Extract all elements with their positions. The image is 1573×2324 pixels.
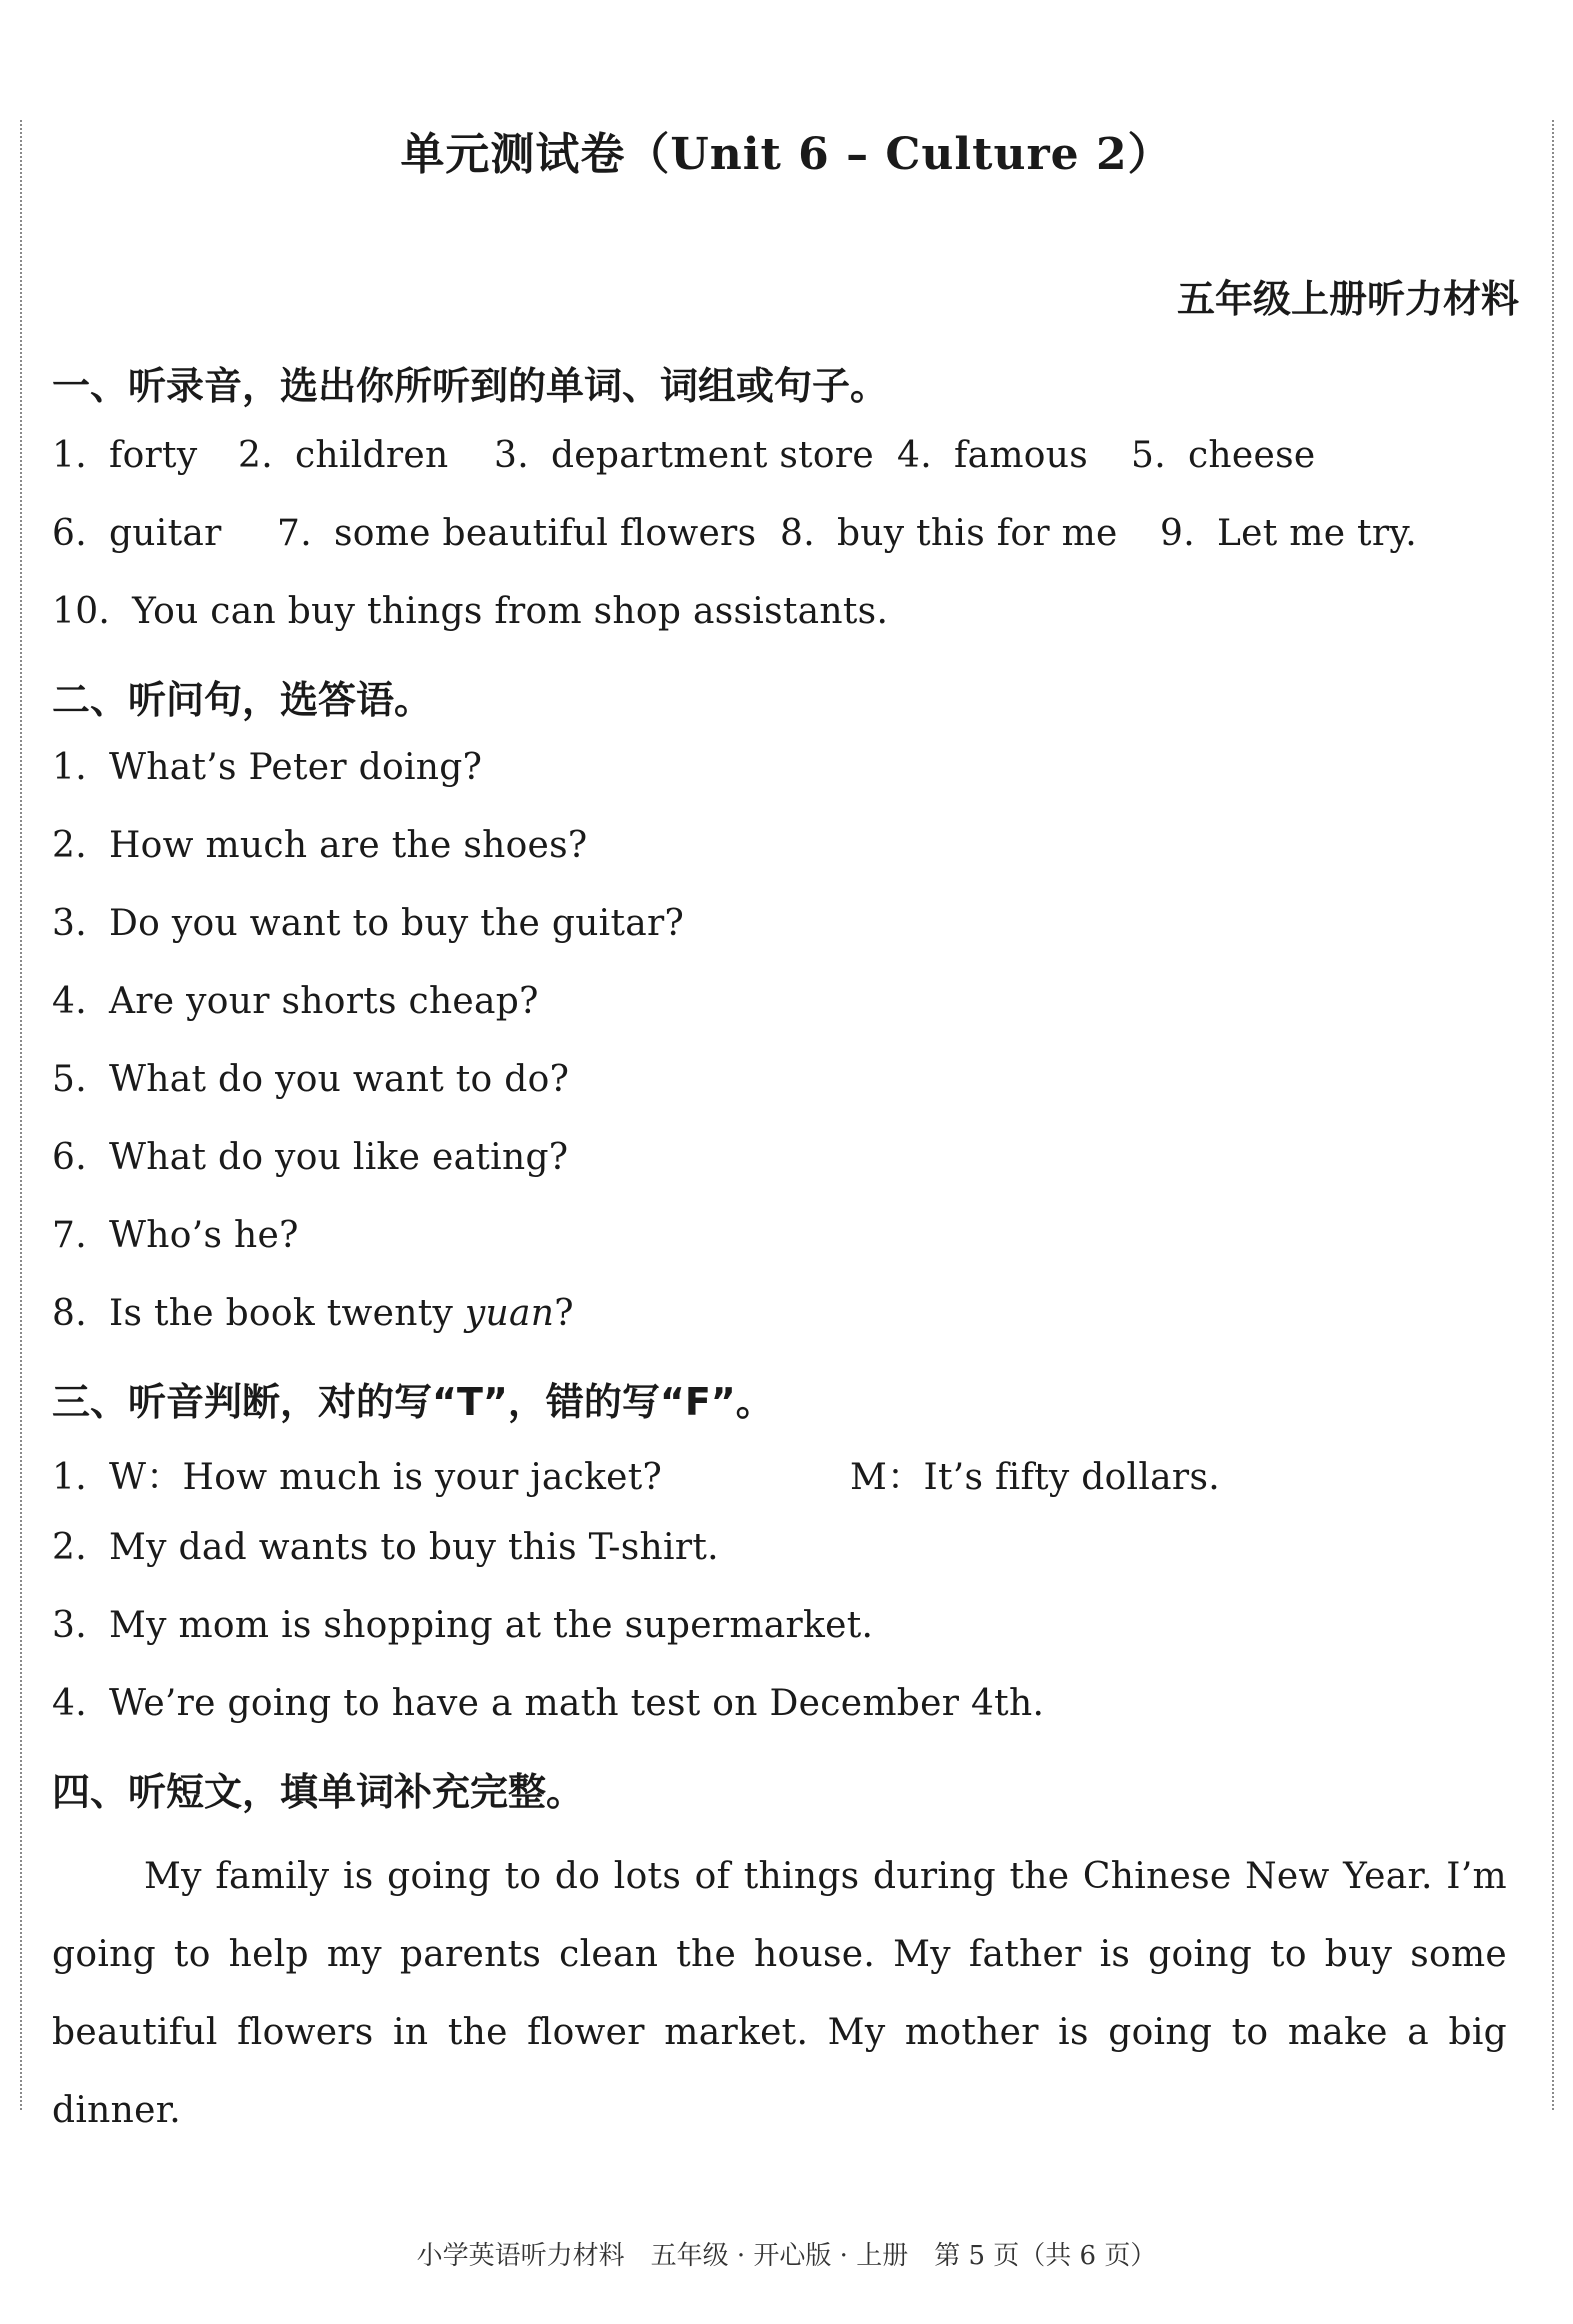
s1-item-1 [52,435,197,476]
item-text: some beautiful flowers [333,513,757,554]
section-3-heading: 三、听音判断，对的写“T”，错的写“F”。 [52,1380,774,1424]
item-number: 3. [52,903,87,944]
s2-item-7 [52,1215,299,1256]
s2-item-6 [52,1137,568,1178]
page-subtitle: 五年级上册听力材料 [1176,277,1519,321]
s2-item-8 [52,1293,574,1334]
s1-item-4 [897,435,1088,476]
item-number: 1. [52,1457,87,1498]
item-text: guitar [108,513,222,554]
s3-item-4 [52,1683,1044,1724]
item-text: My mom is shopping at the supermarket. [108,1605,874,1646]
item-text: We’re going to have a math test on December 4th. [108,1683,1045,1724]
s1-item-5 [1131,435,1316,476]
item-text: My dad wants to buy this T-shirt. [108,1527,719,1568]
item-number: 4. [52,1683,87,1724]
s2-item-3 [52,903,684,944]
s3-item-3 [52,1605,873,1646]
s1-item-7 [277,513,756,554]
s3-item-1-reply: M：It’s fifty dollars. [850,1457,1220,1498]
s2-item-4 [52,981,539,1022]
item-number: 10. [52,591,111,632]
item-text-end: ? [554,1293,574,1334]
item-text: W：How much is your jacket? [108,1457,663,1498]
item-number: 2. [52,825,87,866]
item-text: What’s Peter doing? [108,747,483,788]
s1-item-9 [1160,513,1417,554]
item-number: 8. [780,513,815,554]
item-number: 4. [52,981,87,1022]
item-number: 4. [897,435,932,476]
s1-item-3 [494,435,874,476]
item-number: 6. [52,513,87,554]
section-1-heading: 一、听录音，选出你所听到的单词、词组或句子。 [52,364,889,408]
section-2-heading: 二、听问句，选答语。 [52,678,433,722]
item-number: 2. [52,1527,87,1568]
item-number: 1. [52,747,87,788]
item-text: department store [550,435,874,476]
item-text: Is the book twenty [108,1293,465,1334]
s3-item-1 [52,1449,662,1500]
item-text: What do you like eating? [108,1137,569,1178]
right-dotted-border [1552,120,1554,2110]
section-4-heading: 四、听短文，填单词补充完整。 [52,1770,585,1814]
item-text: buy this for me [836,513,1118,554]
item-text: How much are the shoes? [108,825,588,866]
s2-item-1 [52,747,482,788]
item-text: Let me try. [1216,513,1417,554]
page-footer: 小学英语听力材料 五年级 · 开心版 · 上册 第 5 页（共 6 页） [416,2241,1157,2271]
s1-item-2 [238,435,448,476]
item-text: famous [953,435,1089,476]
s1-item-10 [52,591,888,632]
item-text: Do you want to buy the guitar? [108,903,685,944]
s1-item-6 [52,513,222,554]
item-text: You can buy things from shop assistants. [132,591,889,632]
s2-item-5 [52,1059,569,1100]
item-number: 7. [52,1215,87,1256]
item-number: 5. [52,1059,87,1100]
item-number: 3. [52,1605,87,1646]
s1-item-8 [780,513,1118,554]
listening-passage: My family is going to do lots of things during the Chinese New Year. I’m going to help my parents clean the house. My father is going to buy some beautiful flowers in the flower market. My mother is going to make a big dinner. [52,1856,1507,2131]
s3-item-2 [52,1527,719,1568]
item-number: 2. [238,435,273,476]
item-number: 6. [52,1137,87,1178]
item-number: 1. [52,435,87,476]
item-number: 3. [494,435,529,476]
left-dotted-border [20,120,22,2110]
item-text: What do you want to do? [108,1059,570,1100]
item-text: Who’s he? [108,1215,299,1256]
item-number: 9. [1160,513,1195,554]
item-text: cheese [1187,435,1316,476]
item-text: children [294,435,449,476]
item-number: 5. [1131,435,1166,476]
item-text: Are your shorts cheap? [108,981,539,1022]
s2-item-2 [52,825,588,866]
item-number: 8. [52,1293,87,1334]
page-title: 单元测试卷（Unit 6 – Culture 2） [400,129,1173,180]
item-number: 7. [277,513,312,554]
item-text-italic: yuan [464,1293,555,1334]
item-text: forty [108,435,198,476]
